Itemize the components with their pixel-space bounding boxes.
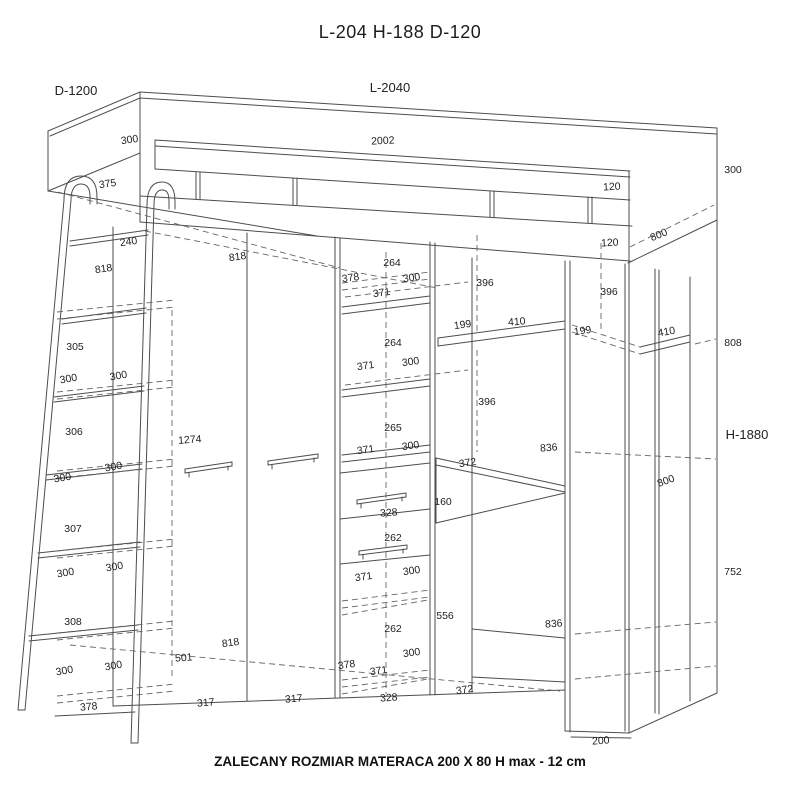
dimension-label: 300 (104, 559, 125, 575)
dimension-label: 120 (600, 236, 619, 250)
dimension-label: 818 (221, 635, 241, 651)
dimension-label: 328 (379, 691, 398, 705)
dimension-label: 308 (64, 616, 82, 628)
dimension-label: 300 (120, 132, 140, 148)
dimension-label: 372 (455, 682, 475, 698)
dimension-label: 300 (58, 371, 79, 387)
dimension-label: 410 (507, 315, 526, 329)
dimension-label: 300 (54, 663, 75, 679)
dimension-label: 306 (65, 426, 83, 438)
dimension-label: 818 (94, 261, 114, 277)
mattress-note: ZALECANY ROZMIAR MATERACA 200 X 80 H max - 12 cm (214, 754, 586, 769)
dimension-label: 307 (64, 523, 82, 535)
dimension-label: 372 (458, 455, 478, 471)
dimension-label: 375 (98, 176, 118, 192)
dimension-label: 300 (52, 470, 73, 486)
dimension-label: 371 (356, 358, 376, 374)
dimension-label: 199 (453, 317, 473, 333)
dimension-label: 305 (66, 341, 84, 353)
dimension-label: 300 (402, 645, 422, 661)
dimension-label: 300 (103, 459, 124, 475)
drawing-title: L-204 H-188 D-120 (318, 22, 482, 42)
dimension-label: 818 (228, 249, 248, 265)
wardrobe-carcass (113, 227, 565, 706)
dimension-label: 262 (384, 532, 402, 544)
dimension-label: 200 (591, 734, 610, 748)
dimension-label: 410 (656, 324, 677, 340)
dimension-label: 300 (402, 563, 422, 579)
dimension-label: 378 (337, 657, 357, 673)
dimension-label: 2002 (370, 134, 395, 148)
wardrobe-door-handles (185, 454, 318, 477)
dimension-label: 300 (724, 164, 742, 176)
dimension-label: L-2040 (369, 80, 411, 95)
dimension-label: 808 (724, 337, 742, 349)
dimension-label: H-1880 (725, 427, 769, 442)
dimension-label: 300 (401, 438, 421, 454)
dimension-label: 378 (341, 270, 361, 286)
dimension-labels (53, 80, 769, 748)
dimension-label: 371 (354, 569, 374, 585)
ladder-rungs (29, 230, 148, 641)
dimension-label: 501 (174, 651, 193, 665)
dimension-label: 1274 (177, 433, 202, 447)
dimension-label: 371 (372, 285, 392, 301)
dimension-label: 371 (369, 663, 389, 679)
ladder (18, 176, 175, 743)
dimension-label: 378 (79, 700, 98, 714)
dimension-label: 300 (55, 565, 76, 581)
dimension-label: D-1200 (54, 83, 98, 98)
dimension-label: 836 (539, 441, 558, 455)
dimension-label: 240 (119, 234, 139, 250)
dimension-label: 300 (402, 270, 422, 286)
dimension-label: 328 (379, 506, 398, 520)
dimension-label: 800 (655, 472, 677, 490)
dimension-label: 300 (401, 354, 421, 370)
dimension-label: 262 (384, 623, 402, 635)
dimension-label: 396 (478, 396, 496, 408)
dimension-label: 199 (573, 323, 593, 339)
dimension-label: 396 (476, 277, 494, 289)
dimension-label: 752 (724, 566, 742, 578)
dimension-label: 836 (544, 617, 563, 631)
dimension-label: 300 (103, 658, 124, 674)
dimension-label: 317 (284, 692, 303, 706)
dimension-label: 264 (383, 257, 401, 269)
dimension-label: 556 (436, 610, 454, 622)
dimension-label: 800 (648, 226, 670, 245)
dimension-label: 396 (600, 286, 618, 298)
dimension-label: 371 (356, 442, 376, 458)
dimension-label: 300 (108, 368, 129, 384)
dimension-label: 160 (434, 496, 452, 508)
dimension-label: 265 (384, 422, 402, 434)
dimension-label: 264 (384, 337, 402, 349)
dimension-label: 120 (602, 180, 621, 194)
dimension-label: 317 (196, 696, 215, 710)
